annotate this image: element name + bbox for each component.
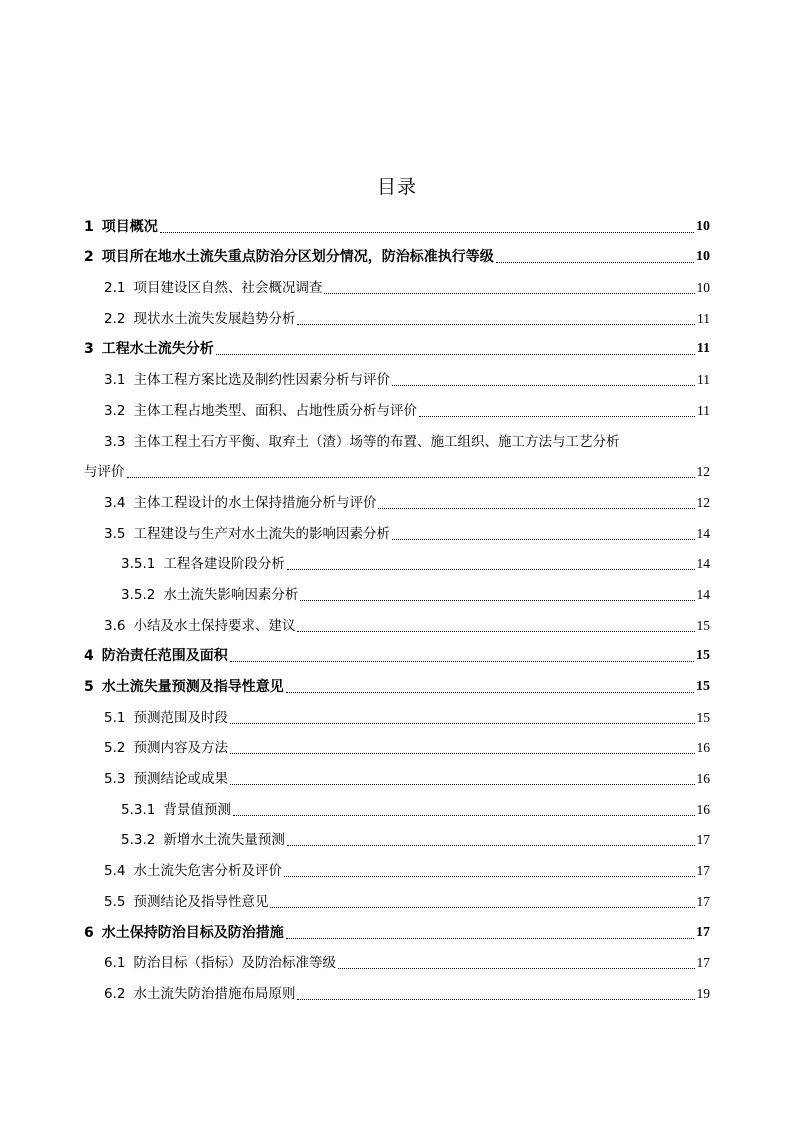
toc-entry[interactable] — [84, 850, 710, 881]
toc-entry-number: 5.3.2 — [121, 832, 156, 849]
toc-entry[interactable] — [84, 206, 710, 237]
toc-entry-label — [121, 800, 231, 820]
dot-leader — [300, 600, 694, 601]
toc-entry-label — [104, 738, 228, 758]
toc-entry-label — [104, 616, 295, 636]
dot-leader — [338, 968, 695, 969]
dot-leader — [392, 539, 695, 540]
toc-entry[interactable] — [84, 390, 710, 421]
toc-entry-line2[interactable] — [84, 452, 710, 483]
dot-leader — [297, 999, 694, 1000]
toc-entry-text: 项目概况 — [101, 218, 158, 235]
toc-page-number: 17 — [696, 863, 710, 879]
dot-leader — [127, 477, 695, 478]
toc-entry[interactable] — [84, 943, 710, 974]
toc-entry-text: 工程各建设阶段分析 — [163, 556, 285, 573]
toc-entry-number: 3.5.1 — [121, 556, 156, 573]
toc-page-number: 17 — [696, 924, 710, 940]
dot-leader — [230, 753, 695, 754]
toc-entry[interactable] — [84, 605, 710, 636]
toc-entry-number: 3.5 — [104, 525, 126, 542]
toc-entry-text: 主体工程土石方平衡、取弃土（渣）场等的布置、施工组织、施工方法与工艺分析 — [133, 433, 620, 450]
toc-page-number: 10 — [696, 280, 710, 296]
toc-title: 目录 — [376, 176, 417, 198]
toc-entry-text: 工程水土流失分析 — [101, 341, 214, 358]
toc-entry-text: 预测范围及时段 — [133, 709, 228, 726]
toc-entry-number: 4 — [84, 648, 94, 665]
toc-page-number: 15 — [696, 679, 710, 694]
toc-entry[interactable] — [84, 912, 710, 943]
toc-entry-label — [84, 217, 158, 237]
toc-page-number: 17 — [696, 893, 710, 909]
toc-entry[interactable] — [84, 697, 710, 728]
dot-leader — [297, 324, 695, 325]
toc-entry-number: 6 — [84, 924, 94, 941]
toc-entry-text: 背景值预测 — [163, 801, 231, 818]
toc-entry[interactable] — [84, 758, 710, 789]
dot-leader — [230, 784, 695, 785]
dot-leader — [216, 354, 695, 355]
toc-entry-label — [104, 278, 322, 298]
toc-page-number: 15 — [696, 648, 710, 664]
toc-entry-label — [84, 247, 494, 267]
dot-leader — [230, 723, 695, 724]
toc-page-number: 14 — [696, 525, 710, 541]
toc-page-number: 10 — [696, 249, 710, 265]
toc-page-number: 16 — [696, 740, 710, 756]
toc-entry[interactable] — [84, 298, 710, 329]
toc-entry-number: 5.1 — [104, 709, 126, 726]
toc-entry[interactable] — [84, 881, 710, 912]
toc-entry[interactable] — [84, 544, 710, 575]
toc-entry[interactable] — [84, 789, 710, 820]
dot-leader — [270, 907, 694, 908]
toc-entry-number: 2.1 — [104, 280, 126, 297]
dot-leader — [286, 938, 694, 939]
toc-page-number: 17 — [696, 832, 710, 848]
toc-entry-number: 3.4 — [104, 494, 126, 511]
toc-entry[interactable] — [84, 574, 710, 605]
toc-entry[interactable] — [84, 329, 710, 360]
toc-entry-label — [121, 554, 285, 574]
toc-entry-text: 项目建设区自然、社会概况调查 — [133, 280, 323, 297]
toc-entry[interactable] — [84, 513, 710, 544]
toc-entry-text: 水土流失防治措施布局原则 — [133, 985, 296, 1002]
dot-leader — [286, 692, 694, 693]
toc-page-number: 16 — [696, 801, 710, 817]
dot-leader — [378, 508, 694, 509]
toc-entry[interactable] — [84, 973, 710, 1004]
toc-entry-number: 3.1 — [104, 372, 126, 389]
toc-entry-number: 3.5.2 — [121, 586, 156, 603]
toc-page-number: 15 — [696, 617, 710, 633]
toc-entry[interactable] — [84, 636, 710, 667]
toc-entry-label — [84, 339, 214, 359]
dot-leader — [230, 661, 694, 662]
toc-entry-label — [104, 892, 268, 912]
toc-page-number: 14 — [696, 556, 710, 572]
toc-entry-text: 新增水土流失量预测 — [163, 832, 285, 849]
dot-leader — [392, 385, 695, 386]
toc-entry-label — [104, 953, 336, 973]
toc-entry-text: 主体工程占地类型、面积、占地性质分析与评价 — [133, 402, 417, 419]
toc-entry-label — [121, 585, 298, 605]
toc-page-number: 11 — [697, 310, 710, 326]
toc-entry[interactable] — [84, 666, 710, 697]
toc-entry[interactable] — [84, 820, 710, 851]
toc-entry-text: 水土流失危害分析及评价 — [133, 863, 282, 880]
toc-entry-label — [104, 984, 295, 1004]
toc-entry-text: 工程建设与生产对水土流失的影响因素分析 — [133, 525, 390, 542]
toc-page-number: 14 — [696, 586, 710, 602]
toc-entry-number: 3 — [84, 341, 94, 358]
toc-entry-label — [121, 830, 285, 850]
toc-page-number: 11 — [696, 341, 710, 357]
toc-entry-text: 主体工程设计的水土保持措施分析与评价 — [133, 494, 377, 511]
dot-leader — [233, 815, 695, 816]
toc-entry-label — [104, 524, 390, 544]
toc-page-number: 17 — [696, 955, 710, 971]
dot-leader — [160, 232, 694, 233]
toc-entry-number: 3.3 — [104, 433, 126, 450]
toc-entry-label — [84, 923, 284, 943]
toc-entry-number: 5 — [84, 679, 94, 695]
toc-entry-number: 5.4 — [104, 863, 126, 880]
toc-entry-text: 主体工程方案比选及制约性因素分析与评价 — [133, 372, 390, 389]
toc-page-number: 11 — [697, 402, 710, 418]
toc-entry-text: 预测结论及指导性意见 — [133, 893, 269, 910]
dot-leader — [496, 262, 694, 263]
toc-entry[interactable] — [84, 267, 710, 298]
toc-entry-label — [104, 370, 390, 390]
toc-entry-text: 防治责任范围及面积 — [101, 648, 228, 665]
toc-entry-text: 预测结论或成果 — [133, 771, 228, 788]
toc-entry-number: 2.2 — [104, 310, 126, 327]
toc-entry-text: 水土流失影响因素分析 — [163, 586, 299, 603]
dot-leader — [419, 416, 695, 417]
toc-entry-label — [104, 401, 417, 421]
toc-entry-text: 小结及水土保持要求、建议 — [133, 617, 296, 634]
toc-entry-number: 3.2 — [104, 402, 126, 419]
toc-entry-label — [104, 493, 376, 513]
toc-page-number: 11 — [697, 372, 710, 388]
toc-entry-text: 现状水土流失发展趋势分析 — [133, 310, 296, 327]
toc-entry-label — [104, 708, 228, 728]
dot-leader — [297, 631, 694, 632]
toc-entry-number: 6.1 — [104, 955, 126, 972]
toc-entry[interactable] — [84, 728, 710, 759]
toc-entry-number: 5.2 — [104, 740, 126, 757]
toc-entry-label — [104, 309, 295, 329]
dot-leader — [324, 293, 694, 294]
toc-page-number: 10 — [696, 218, 710, 234]
dot-leader — [287, 569, 695, 570]
toc-entry-label — [84, 646, 228, 666]
toc-page-number: 12 — [696, 464, 710, 480]
toc-entry-label — [84, 677, 284, 697]
toc-entry-text: 水土流失量预测及指导性意见 — [101, 679, 284, 695]
toc-entry-text-continued: 与评价 — [84, 464, 125, 481]
toc-entry[interactable] — [84, 237, 710, 268]
toc-entry-line1[interactable] — [84, 421, 710, 452]
toc-entry-number: 5.5 — [104, 893, 126, 910]
toc-entry[interactable] — [84, 482, 710, 513]
toc-entry-text: 预测内容及方法 — [133, 740, 228, 757]
toc-entry-label — [104, 861, 282, 881]
toc-entry-text: 项目所在地水土流失重点防治分区划分情况，防治标准执行等级 — [101, 249, 494, 266]
toc-page-number: 12 — [696, 494, 710, 510]
toc-page-number: 15 — [696, 709, 710, 725]
toc-entry-number: 5.3.1 — [121, 801, 156, 818]
toc-entry-number: 6.2 — [104, 985, 126, 1002]
toc-entry-number: 2 — [84, 249, 94, 266]
dot-leader — [287, 845, 695, 846]
table-of-contents — [84, 206, 710, 1004]
toc-entry-number: 5.3 — [104, 771, 126, 788]
toc-entry-label — [104, 769, 228, 789]
toc-entry-number: 3.6 — [104, 617, 126, 634]
toc-entry[interactable] — [84, 359, 710, 390]
toc-entry-number: 1 — [84, 218, 94, 235]
toc-page-number: 19 — [696, 985, 710, 1001]
toc-entry-text: 水土保持防治目标及防治措施 — [101, 924, 284, 941]
toc-page-number: 16 — [696, 771, 710, 787]
dot-leader — [284, 876, 695, 877]
toc-entry-text: 防治目标（指标）及防治标准等级 — [133, 955, 336, 972]
